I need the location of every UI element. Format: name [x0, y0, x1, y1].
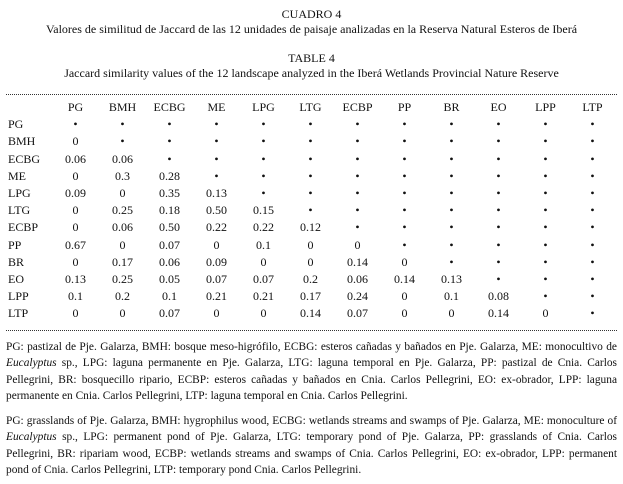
legend-es-text-rest: sp., LPG: laguna permanente en Pje. Galarza, LTG: laguna temporal en Pje. Galarza, PP: pastizal de Cnia. Carlos Pellegrini, BR: bosquecillo ripario, ECBP: esteros cañadas y bañados en Cnia. Carlos Pellegrini, EO: ex-obrador, LPP: laguna permanente en Cnia. Carlos Pellegrini, LTP: laguna temporal en Cnia. Carlos Pellegrini. [6, 357, 617, 403]
table-cell: • [543, 186, 548, 201]
table-cell: 0 [448, 306, 455, 321]
table-cell: • [449, 220, 454, 235]
table-cell: 0.25 [112, 272, 133, 287]
table-cell: • [496, 117, 501, 132]
table-row [6, 237, 616, 254]
legend-note-es [6, 339, 617, 405]
table-cell: 0 [401, 254, 408, 269]
table-cell: 0.17 [112, 254, 133, 269]
table-cell: • [496, 151, 501, 166]
table-row [6, 202, 616, 219]
table-cell: 0.17 [300, 289, 321, 304]
table-cell: 0 [72, 254, 79, 269]
table-cell: • [543, 203, 548, 218]
table-cell: 0.07 [159, 237, 180, 252]
table-cell: • [355, 186, 360, 201]
table-cell: • [308, 134, 313, 149]
table-cell: • [496, 168, 501, 183]
legend-en-text: PG: grasslands of Pje. Galarza, BMH: hygrophilus wood, ECBG: wetlands streams and swamps of Pje. Galarza, ME: monoculture of [6, 415, 617, 427]
table-cell: 0 [401, 289, 408, 304]
table-cell: • [355, 117, 360, 132]
table-cell: 0.13 [206, 186, 227, 201]
row-header: ECBG [8, 151, 41, 166]
table-cell: • [496, 186, 501, 201]
table-row [6, 116, 616, 133]
legend-es-genus: Eucalyptus [6, 357, 57, 370]
table-cell: • [214, 168, 219, 183]
table-cell: • [355, 220, 360, 235]
table-row [6, 185, 616, 202]
table-cell: 0.13 [65, 272, 86, 287]
table-cell: • [543, 151, 548, 166]
column-header: ME [207, 100, 226, 114]
table-cell: • [496, 254, 501, 269]
table-row [6, 151, 616, 168]
table-cell: 0.35 [159, 186, 180, 201]
table-cell: • [120, 134, 125, 149]
table-cell: • [449, 203, 454, 218]
table-cell: • [402, 134, 407, 149]
table-cell: • [496, 134, 501, 149]
table-cell: • [449, 186, 454, 201]
table-cell: 0 [72, 168, 79, 183]
table-cell: • [308, 203, 313, 218]
row-header: EO [8, 272, 24, 287]
table-row [6, 168, 616, 185]
table-cell: • [496, 203, 501, 218]
table-cell: • [496, 272, 501, 287]
table-cell: • [308, 186, 313, 201]
table-cell: • [167, 151, 172, 166]
table-cell: 0 [119, 237, 126, 252]
table-cell: 0.21 [253, 289, 274, 304]
table-cell: • [449, 117, 454, 132]
table-cell: 0.09 [206, 254, 227, 269]
table-cell: 0 [542, 306, 549, 321]
table-cell: 0.2 [303, 272, 318, 287]
table-cell: • [590, 306, 595, 321]
table-label-es: CUADRO 4 [281, 7, 342, 21]
table-cell: • [590, 203, 595, 218]
table-cell: • [308, 151, 313, 166]
column-header: ECBG [153, 100, 186, 114]
table-cell: 0.1 [68, 289, 83, 304]
row-header: BMH [8, 134, 36, 149]
table-cell: 0.21 [206, 289, 227, 304]
table-cell: • [590, 117, 595, 132]
table-cell: • [355, 134, 360, 149]
table-cell: 0 [213, 237, 220, 252]
table-cell: • [73, 117, 78, 132]
table-cell: • [590, 237, 595, 252]
column-header: LTG [299, 100, 322, 114]
table-cell: • [355, 168, 360, 183]
table-cell: • [590, 220, 595, 235]
table-cell: 0.09 [65, 186, 86, 201]
table-cell: • [402, 151, 407, 166]
table-cell: • [402, 237, 407, 252]
row-header: LPG [8, 186, 31, 201]
column-header: LPP [535, 100, 556, 114]
column-header: EO [490, 100, 507, 114]
table-cell: • [590, 254, 595, 269]
table-cell: 0 [401, 306, 408, 321]
table-cell: 0.15 [253, 203, 274, 218]
table-cell: • [590, 134, 595, 149]
table-cell: 0 [72, 134, 79, 149]
table-cell: 0.05 [159, 272, 180, 287]
table-cell: • [402, 117, 407, 132]
table-cell: • [543, 254, 548, 269]
table-cell: • [261, 186, 266, 201]
table-cell: 0.25 [112, 203, 133, 218]
table-cell: 0 [119, 186, 126, 201]
table-cell: 0 [213, 306, 220, 321]
table-cell: 0.22 [206, 220, 227, 235]
table-cell: • [261, 117, 266, 132]
table-cell: 0.67 [65, 237, 86, 252]
bottom-rule [6, 330, 617, 331]
table-cell: 0 [307, 254, 314, 269]
table-cell: • [449, 254, 454, 269]
table-cell: • [590, 289, 595, 304]
table-cell: 0 [119, 306, 126, 321]
table-cell: 0 [307, 237, 314, 252]
table-cell: • [590, 168, 595, 183]
table-cell: 0 [72, 306, 79, 321]
table-cell: 0.14 [300, 306, 321, 321]
column-header: PG [67, 100, 84, 114]
jaccard-table [6, 99, 616, 323]
row-header: PP [8, 237, 22, 252]
table-label-en: TABLE 4 [288, 51, 335, 65]
table-cell: • [543, 289, 548, 304]
table-body [6, 116, 616, 322]
column-header: BR [443, 100, 460, 114]
table-cell: 0.06 [112, 220, 133, 235]
table-cell: • [355, 203, 360, 218]
table-cell: 0.14 [488, 306, 509, 321]
table-cell: • [449, 151, 454, 166]
row-header: LPP [8, 289, 29, 304]
table-cell: • [261, 151, 266, 166]
table-row [6, 305, 616, 322]
table-cell: 0.06 [65, 151, 86, 166]
row-header: BR [8, 254, 25, 269]
table-cell: 0.50 [159, 220, 180, 235]
table-row [6, 288, 616, 305]
table-cell: • [449, 168, 454, 183]
table-cell: 0.07 [159, 306, 180, 321]
table-row [6, 254, 616, 271]
table-cell: • [590, 272, 595, 287]
row-header: PG [8, 117, 24, 132]
row-header: ME [8, 168, 26, 183]
column-header: PP [397, 100, 412, 114]
table-cell: 0.22 [253, 220, 274, 235]
row-header: ECBP [8, 220, 39, 235]
table-title-en: Jaccard similarity values of the 12 landscape analyzed in the Iberá Wetlands Provincial Nature Reserve [64, 66, 559, 80]
table-cell: 0.12 [300, 220, 321, 235]
table-cell: 0.3 [115, 168, 130, 183]
table-cell: 0.07 [253, 272, 274, 287]
table-cell: • [261, 168, 266, 183]
table-cell: • [590, 151, 595, 166]
table-cell: 0.24 [347, 289, 368, 304]
legend-note-en [6, 413, 617, 479]
table-row [6, 271, 616, 288]
table-cell: • [402, 186, 407, 201]
table-cell: 0.07 [206, 272, 227, 287]
table-cell: • [214, 117, 219, 132]
table-cell: 0 [260, 306, 267, 321]
table-cell: 0 [354, 237, 361, 252]
top-rule [6, 94, 617, 95]
table-cell: 0.07 [347, 306, 368, 321]
table-cell: • [543, 272, 548, 287]
table-cell: 0.28 [159, 168, 180, 183]
table-row [6, 133, 616, 150]
table-cell: 0.08 [488, 289, 509, 304]
corner-cell [6, 99, 52, 116]
table-cell: • [214, 134, 219, 149]
table-cell: • [590, 186, 595, 201]
table-cell: • [167, 117, 172, 132]
table-cell: • [402, 203, 407, 218]
table-cell: 0 [72, 220, 79, 235]
table-cell: • [543, 134, 548, 149]
table-cell: • [449, 134, 454, 149]
table-cell: • [402, 168, 407, 183]
table-cell: • [214, 151, 219, 166]
table-cell: 0.2 [115, 289, 130, 304]
table-cell: • [120, 117, 125, 132]
table-row [6, 219, 616, 236]
table-cell: 0.14 [394, 272, 415, 287]
table-cell: • [543, 220, 548, 235]
table-cell: 0 [72, 203, 79, 218]
table-cell: 0.14 [347, 254, 368, 269]
table-cell: • [261, 134, 266, 149]
table-cell: 0.18 [159, 203, 180, 218]
table-cell: 0 [260, 254, 267, 269]
table-cell: • [167, 134, 172, 149]
table-cell: 0.06 [347, 272, 368, 287]
table-cell: • [355, 151, 360, 166]
table-cell: 0.06 [159, 254, 180, 269]
table-cell: 0.1 [162, 289, 177, 304]
legend-en-genus: Eucalyptus [6, 431, 57, 444]
table-cell: 0.1 [444, 289, 459, 304]
table-cell: • [543, 237, 548, 252]
table-cell: • [543, 117, 548, 132]
table-cell: 0.06 [112, 151, 133, 166]
table-cell: 0.13 [441, 272, 462, 287]
table-cell: • [449, 237, 454, 252]
table-cell: • [308, 117, 313, 132]
column-header: LTP [582, 100, 603, 114]
table-title-es: Valores de similitud de Jaccard de las 12 unidades de paisaje analizadas en la Reserva Natural Esteros de Iberá [45, 22, 578, 36]
column-header: LPG [252, 100, 275, 114]
table-cell: • [543, 168, 548, 183]
legend-en-text-rest: sp., LPG: permanent pond of Pje. Galarza, LTG: temporary pond of Pje. Galarza, PP: grasslands of Cnia. Carlos Pellegrini, BR: ripariam wood, ECBP: wetlands streams and swamps of Cnia. Carlos Pellegrini, EO: ex-obrador, LPP: permanent pond of Cnia. Carlos Pellegrini, LTP: temporary pond Cnia. Carlos Pellegrini. [6, 431, 617, 477]
table-cell: • [308, 168, 313, 183]
legend-es-text: PG: pastizal de Pje. Galarza, BMH: bosque meso-higrófilo, ECBG: esteros cañadas y bañados en Pje. Galarza, ME: monocultivo de [6, 341, 617, 353]
column-header: BMH [108, 100, 137, 114]
row-header: LTP [8, 306, 29, 321]
table-cell: 0.50 [206, 203, 227, 218]
table-cell: • [402, 220, 407, 235]
table-cell: 0.1 [256, 237, 271, 252]
row-header: LTG [8, 203, 31, 218]
table-cell: • [496, 220, 501, 235]
column-header: ECBP [342, 100, 373, 114]
header-row [6, 99, 616, 116]
table-cell: • [496, 237, 501, 252]
